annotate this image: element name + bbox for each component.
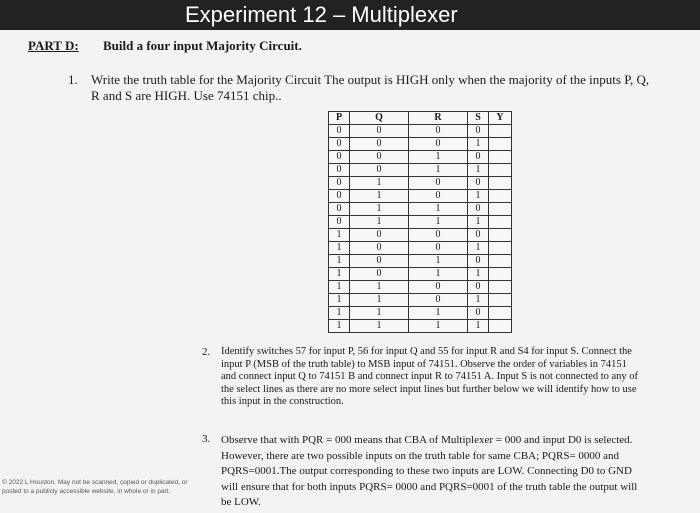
truth-table (328, 111, 512, 333)
table-cell: 1 (350, 281, 409, 294)
table-cell: 0 (468, 255, 489, 268)
table-cell: 0 (409, 242, 468, 255)
table-cell: 0 (409, 138, 468, 151)
table-cell (489, 203, 512, 216)
table-cell: 1 (350, 294, 409, 307)
table-cell: 0 (409, 294, 468, 307)
table-cell: 1 (468, 294, 489, 307)
table-cell: 0 (468, 125, 489, 138)
table-cell: 1 (409, 203, 468, 216)
table-cell: 1 (409, 164, 468, 177)
table-cell: 1 (329, 281, 350, 294)
question3-text: Observe that with PQR = 000 means that CBA of Multiplexer = 000 and input D0 is selected. However, there are two possible inputs on the truth table for same CBA; PQRS= 0000 and PQRS=0001.The output corresponding to these two inputs are LOW. Connecting D0 to GND will ensure that for both inputs PQRS= 0000 and PQRS=0001 of the truth table the output will be LOW. (221, 434, 638, 508)
table-cell: 0 (350, 138, 409, 151)
table-cell: 1 (350, 307, 409, 320)
table-cell: 1 (329, 229, 350, 242)
table-cell (489, 307, 512, 320)
table-cell (489, 138, 512, 151)
part-label: PART D: (28, 38, 79, 53)
table-cell: 1 (350, 190, 409, 203)
table-cell: 1 (468, 268, 489, 281)
table-cell: 0 (468, 307, 489, 320)
table-cell: 0 (468, 177, 489, 190)
table-cell: 1 (409, 320, 468, 333)
table-cell: 0 (350, 151, 409, 164)
table-cell: 1 (468, 164, 489, 177)
table-cell: 0 (409, 229, 468, 242)
question2-text: Identify switches 57 for input P, 56 for input Q and 55 for input R and S4 for input S. Connect the input P (MSB of the truth table) to MSB input of 74151. Observe the order of variables in 74151 and connect input Q to 74151 B and connect input R to 74151 A. Input S is not connected to any of the select lines as there are no more select input lines but further below we will identify how to use this input in the construction. (221, 346, 639, 407)
table-cell: 1 (409, 151, 468, 164)
table-cell: 0 (350, 164, 409, 177)
table-cell: 0 (409, 190, 468, 203)
table-cell (489, 255, 512, 268)
header-q: Q (350, 112, 409, 125)
table-cell: 1 (468, 242, 489, 255)
table-cell: 1 (409, 307, 468, 320)
table-cell: 1 (329, 294, 350, 307)
header-r: R (409, 112, 468, 125)
table-cell: 1 (350, 203, 409, 216)
table-row (329, 177, 512, 190)
table-cell: 1 (468, 190, 489, 203)
table-cell: 0 (350, 268, 409, 281)
table-row (329, 216, 512, 229)
table-cell: 0 (329, 164, 350, 177)
table-cell: 1 (409, 268, 468, 281)
table-cell: 1 (350, 320, 409, 333)
table-cell (489, 125, 512, 138)
table-cell (489, 164, 512, 177)
table-row (329, 281, 512, 294)
question2-number: 2. (202, 346, 211, 358)
table-cell: 0 (329, 177, 350, 190)
table-cell: 0 (329, 216, 350, 229)
table-cell: 1 (468, 138, 489, 151)
table-cell: 1 (409, 255, 468, 268)
table-cell (489, 242, 512, 255)
table-cell: 0 (329, 125, 350, 138)
table-row (329, 190, 512, 203)
table-cell: 1 (329, 307, 350, 320)
table-cell: 0 (329, 190, 350, 203)
table-row (329, 242, 512, 255)
table-row (329, 164, 512, 177)
table-row (329, 307, 512, 320)
table-cell: 1 (350, 177, 409, 190)
table-cell: 1 (329, 255, 350, 268)
truth-table-header-row (329, 112, 512, 125)
table-cell (489, 177, 512, 190)
table-cell: 1 (329, 242, 350, 255)
header-p: P (329, 112, 350, 125)
table-cell: 1 (468, 320, 489, 333)
page-title: Experiment 12 – Multiplexer (185, 2, 458, 27)
truth-table-body (329, 125, 512, 333)
table-row (329, 125, 512, 138)
table-cell: 0 (409, 281, 468, 294)
table-cell (489, 320, 512, 333)
table-cell: 1 (329, 268, 350, 281)
table-row (329, 203, 512, 216)
table-row (329, 151, 512, 164)
question3-number: 3. (202, 433, 211, 445)
table-cell: 0 (468, 229, 489, 242)
table-cell: 1 (329, 320, 350, 333)
table-cell: 0 (350, 229, 409, 242)
table-cell: 0 (329, 138, 350, 151)
table-row (329, 229, 512, 242)
table-cell: 1 (468, 216, 489, 229)
table-cell (489, 294, 512, 307)
part-text: Build a four input Majority Circuit. (103, 38, 302, 53)
header-y: Y (489, 112, 512, 125)
table-cell (489, 151, 512, 164)
table-row (329, 138, 512, 151)
copyright-notice: © 2022 L Houston. May not be scanned, copied or duplicated, or posted to a publicly accessible website, in whole or in part. (2, 479, 188, 495)
table-row (329, 255, 512, 268)
question1-number: 1. (68, 72, 78, 87)
part-heading (28, 38, 302, 54)
table-cell (489, 281, 512, 294)
table-row (329, 294, 512, 307)
header-s: S (468, 112, 489, 125)
table-cell: 0 (409, 125, 468, 138)
table-cell: 0 (329, 151, 350, 164)
table-cell: 0 (350, 125, 409, 138)
table-cell: 1 (409, 216, 468, 229)
table-cell: 0 (468, 281, 489, 294)
table-cell (489, 268, 512, 281)
table-cell: 0 (409, 177, 468, 190)
question1-text: Write the truth table for the Majority Circuit The output is HIGH only when the majority of the inputs P, Q, R and S are HIGH. Use 74151 chip.. (91, 72, 650, 103)
table-cell: 1 (350, 216, 409, 229)
table-cell: 0 (350, 242, 409, 255)
table-cell (489, 229, 512, 242)
title-bar (0, 0, 700, 30)
table-cell: 0 (468, 151, 489, 164)
table-row (329, 320, 512, 333)
table-cell: 0 (329, 203, 350, 216)
table-cell (489, 216, 512, 229)
table-cell: 0 (468, 203, 489, 216)
table-cell: 0 (350, 255, 409, 268)
table-row (329, 268, 512, 281)
table-cell (489, 190, 512, 203)
